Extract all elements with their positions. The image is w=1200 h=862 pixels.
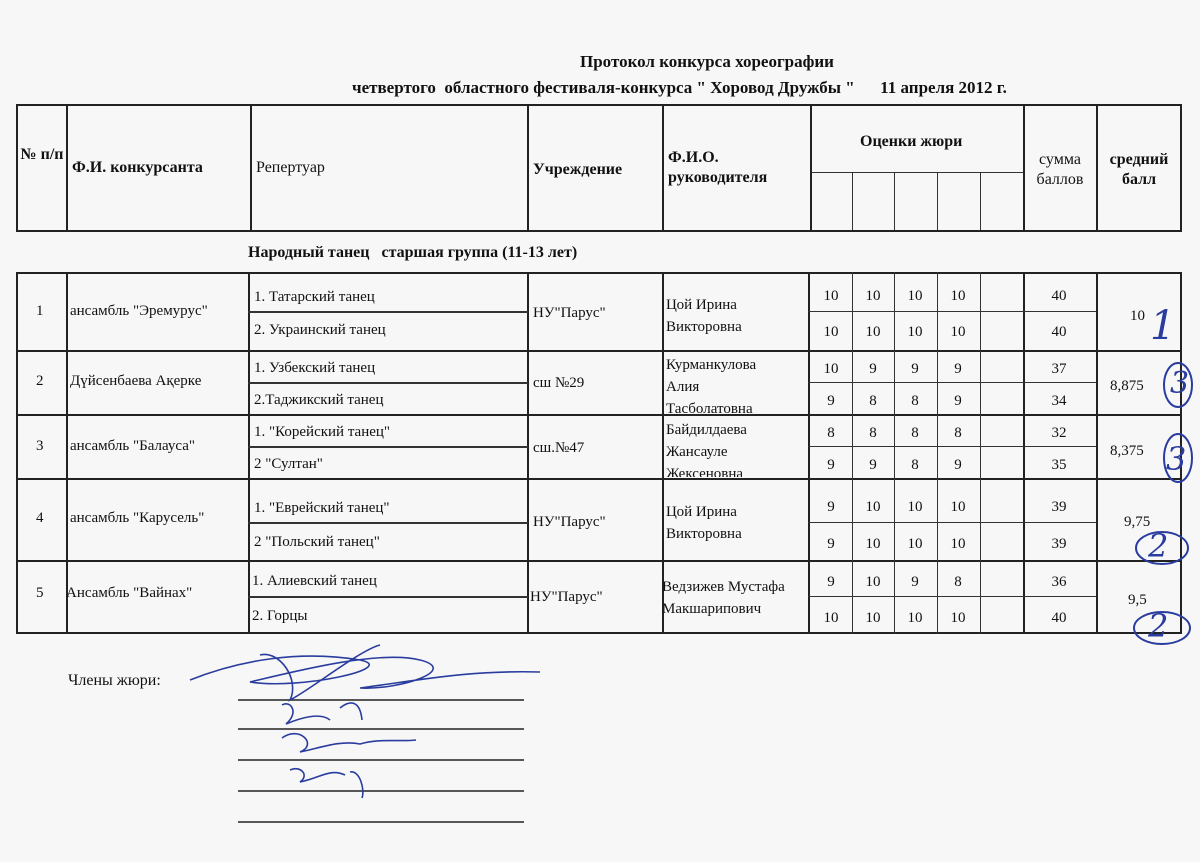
leader-line-1: Курманкулова (666, 357, 757, 373)
leader-line-2: Алия (666, 379, 700, 395)
dance-1: 1. Татарский танец (254, 289, 375, 305)
leader-line-2: Жансауле (666, 444, 728, 460)
sum: 32 (1051, 425, 1067, 441)
score: 9 (827, 574, 835, 590)
row-num: 4 (36, 510, 44, 526)
score: 10 (823, 361, 839, 377)
average: 9,75 (1124, 514, 1151, 530)
score: 10 (865, 499, 881, 515)
score: 8 (869, 393, 877, 409)
average: 9,5 (1128, 592, 1147, 608)
header-institution: Учреждение (533, 161, 623, 178)
leader-line-3: Тасболатовна (666, 401, 753, 417)
dance-1: 1. Алиевский танец (252, 573, 377, 589)
dance-2: 2.Таджикский танец (254, 392, 384, 408)
score: 8 (911, 393, 919, 409)
score: 10 (865, 536, 881, 552)
leader-line-2: Макшарипович (662, 601, 762, 617)
contestant-name: ансамбль "Карусель" (70, 510, 205, 526)
signatures (190, 645, 540, 798)
header-avg: средний балл (1109, 151, 1169, 188)
row-num: 2 (36, 373, 44, 389)
place-circle (1164, 363, 1192, 407)
sum: 39 (1051, 536, 1067, 552)
institution: НУ"Парус" (533, 514, 606, 530)
leader-line-1: Цой Ирина (666, 297, 737, 313)
average: 8,375 (1110, 443, 1144, 459)
score: 10 (907, 288, 923, 304)
score: 10 (950, 324, 966, 340)
score: 10 (823, 324, 839, 340)
score: 9 (827, 393, 835, 409)
score: 8 (869, 425, 877, 441)
contestant-name: Ансамбль "Вайнах" (66, 585, 193, 601)
score: 8 (954, 425, 962, 441)
sum: 39 (1051, 499, 1067, 515)
place-circle (1136, 532, 1188, 564)
dance-2: 2 "Султан" (254, 456, 323, 472)
dance-1: 1. "Корейский танец" (254, 424, 391, 440)
sum: 37 (1051, 361, 1067, 377)
header-sum: сумма баллов (1036, 151, 1084, 188)
score: 9 (827, 536, 835, 552)
header-repertoire: Репертуар (256, 159, 325, 176)
score: 10 (907, 536, 923, 552)
sum: 35 (1051, 457, 1067, 473)
dance-2: 2 "Польский танец" (254, 534, 380, 550)
score: 10 (907, 324, 923, 340)
institution: НУ"Парус" (533, 305, 606, 321)
row-num: 3 (36, 438, 44, 454)
row-num: 5 (36, 585, 44, 601)
dance-2: 2. Горцы (252, 608, 308, 624)
score: 10 (823, 288, 839, 304)
institution: сш №29 (533, 375, 585, 391)
section-label: Народный танец старшая группа (11-13 лет) (248, 244, 578, 261)
place-mark: 3 (1166, 440, 1187, 478)
header-name: Ф.И. конкурсанта (72, 159, 203, 176)
contestant-name: ансамбль "Балауса" (70, 438, 196, 454)
score: 9 (954, 457, 962, 473)
document-title: Протокол конкурса хореографии (580, 52, 834, 71)
score: 10 (907, 610, 923, 626)
institution: сш.№47 (533, 440, 585, 456)
leader-line-3: Жексеновна (666, 466, 744, 477)
score: 9 (911, 361, 919, 377)
score: 10 (865, 288, 881, 304)
leader-line-2: Викторовна (666, 319, 742, 335)
score: 9 (954, 393, 962, 409)
dance-2: 2. Украинский танец (254, 322, 386, 338)
place-mark: 2 (1148, 527, 1169, 565)
leader-line-1: Цой Ирина (666, 504, 737, 520)
score: 8 (911, 457, 919, 473)
sum: 40 (1051, 324, 1067, 340)
sum: 40 (1051, 288, 1067, 304)
dance-1: 1. Узбекский танец (254, 360, 376, 376)
score: 10 (950, 288, 966, 304)
score: 10 (865, 574, 881, 590)
score: 9 (869, 457, 877, 473)
place-mark: 1 (1150, 303, 1176, 349)
score: 8 (911, 425, 919, 441)
score: 9 (911, 574, 919, 590)
contestant-name: ансамбль "Эремурус" (70, 303, 208, 319)
place-circle (1134, 612, 1190, 644)
score: 10 (950, 610, 966, 626)
place-mark: 3 (1170, 366, 1190, 401)
header-num: № п/п (20, 146, 64, 163)
sum: 36 (1051, 574, 1067, 590)
sum: 40 (1051, 610, 1067, 626)
leader-line-1: Байдилдаева (666, 422, 747, 438)
average: 10 (1130, 308, 1145, 324)
score: 9 (827, 499, 835, 515)
institution: НУ"Парус" (530, 589, 603, 605)
contestant-name: Дүйсенбаева Ақерке (70, 373, 202, 389)
document-subtitle: четвертого областного фестиваля-конкурса " Хоровод Дружбы " 11 апреля 2012 г. (352, 78, 1007, 97)
average: 8,875 (1110, 378, 1144, 394)
row-num: 1 (36, 303, 44, 319)
score: 9 (954, 361, 962, 377)
place-mark: 2 (1148, 607, 1169, 645)
score: 9 (869, 361, 877, 377)
place-circle (1164, 434, 1192, 482)
header-leader: Ф.И.О. руководителя (668, 149, 768, 186)
score: 10 (823, 610, 839, 626)
header-jury: Оценки жюри (860, 133, 963, 150)
leader-line-2: Викторовна (666, 526, 742, 542)
score: 10 (865, 610, 881, 626)
jury-label: Члены жюри: (68, 672, 161, 689)
score: 10 (950, 499, 966, 515)
score: 8 (954, 574, 962, 590)
score: 10 (950, 536, 966, 552)
dance-1: 1. "Еврейский танец" (254, 500, 390, 516)
score: 10 (865, 324, 881, 340)
leader-line-1: Ведзижев Мустафа (662, 579, 785, 595)
score: 10 (907, 499, 923, 515)
sum: 34 (1051, 393, 1067, 409)
score: 8 (827, 425, 835, 441)
score: 9 (827, 457, 835, 473)
